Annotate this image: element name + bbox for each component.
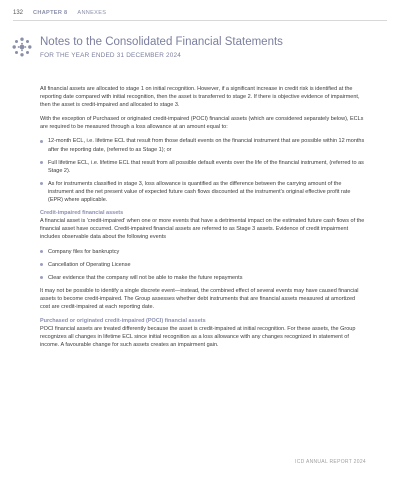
body-content xyxy=(40,85,366,355)
list-item xyxy=(40,274,366,282)
list-item-text: Company files for bankruptcy xyxy=(48,248,120,255)
bullet-list xyxy=(40,137,366,204)
logo-icon xyxy=(11,36,33,58)
page-subtitle: FOR THE YEAR ENDED 31 DECEMBER 2024 xyxy=(40,52,182,59)
list-item-text: As for instruments classified in stage 3, loss allowance is quantified as the difference between the carrying amount of the instrument and the net present value of expected future cash flows discounted at the instrument's original effective profit rate (EPR) where applicable. xyxy=(48,180,351,204)
page-number: 132 xyxy=(13,10,24,16)
paragraph: POCI financial assets are treated differently because the asset is credit-impaired at initial recognition. For these assets, the Group recognizes all changes in lifetime ECL since initial recognition as a loss allowance with any changes recognized in statement of income. A favourable change for such assets creates an impairment gain. xyxy=(40,326,356,349)
list-item-text: Cancellation of Operating License xyxy=(48,261,131,268)
list-item xyxy=(40,137,366,153)
bullet-icon xyxy=(40,182,43,185)
bullet-icon xyxy=(40,161,43,164)
paragraph: With the exception of Purchased or originated credit-impaired (POCI) financial assets (which are considered separately below), ECLs are required to be measured through a loss allowance at an amount equal to: xyxy=(40,116,364,131)
bullet-icon xyxy=(40,263,43,266)
running-header xyxy=(13,6,387,21)
bullet-icon xyxy=(40,140,43,143)
list-item-text: Full lifetime ECL, i.e. lifetime ECL that result from all possible default events over the life of the financial instrument, (referred to as Stage 2). xyxy=(48,159,364,174)
bullet-icon xyxy=(40,276,43,279)
list-item xyxy=(40,180,366,204)
running-footer: ICD ANNUAL REPORT 2024 xyxy=(295,459,366,465)
section-heading: Purchased or originated credit-impaired (POCI) financial assets xyxy=(40,318,206,325)
paragraph: A financial asset is 'credit-impaired' when one or more events that have a detrimental impact on the estimated future cash flows of the financial asset have occurred. Credit-impaired financial assets are referred to as Stage 3 assets. Evidence of credit impairment includes observable data about the following events xyxy=(40,218,365,241)
list-item-text: 12-month ECL, i.e. lifetime ECL that result from those default events on the financial instrument that are possible within 12 months after the reporting date, (referred to as Stage 1); or xyxy=(48,138,365,153)
bullet-icon xyxy=(40,250,43,253)
list-item-text: Clear evidence that the company will not be able to make the future repayments xyxy=(48,274,243,281)
section-label: ANNEXES xyxy=(77,10,107,16)
bullet-list xyxy=(40,248,366,282)
list-item xyxy=(40,159,366,175)
chapter-label: CHAPTER 8 xyxy=(33,10,68,16)
paragraph: It may not be possible to identify a single discrete event—instead, the combined effect of several events may have caused financial assets to become credit-impaired. The Group assesses whether debt instruments that are financial assets measured at amortized cost are credit-impaired at each reporting date. xyxy=(40,287,359,310)
page-title: Notes to the Consolidated Financial Statements xyxy=(40,36,283,48)
list-item xyxy=(40,248,366,256)
paragraph: All financial assets are allocated to stage 1 on initial recognition. However, if a significant increase in credit risk is identified at the reporting date compared with initial recognition, then the asset is transferred to stage 2. If there is objective evidence of impairment, then the asset is credit-impaired and allocated to stage 3. xyxy=(40,86,360,109)
list-item xyxy=(40,261,366,269)
section-heading: Credit-impaired financial assets xyxy=(40,210,124,217)
